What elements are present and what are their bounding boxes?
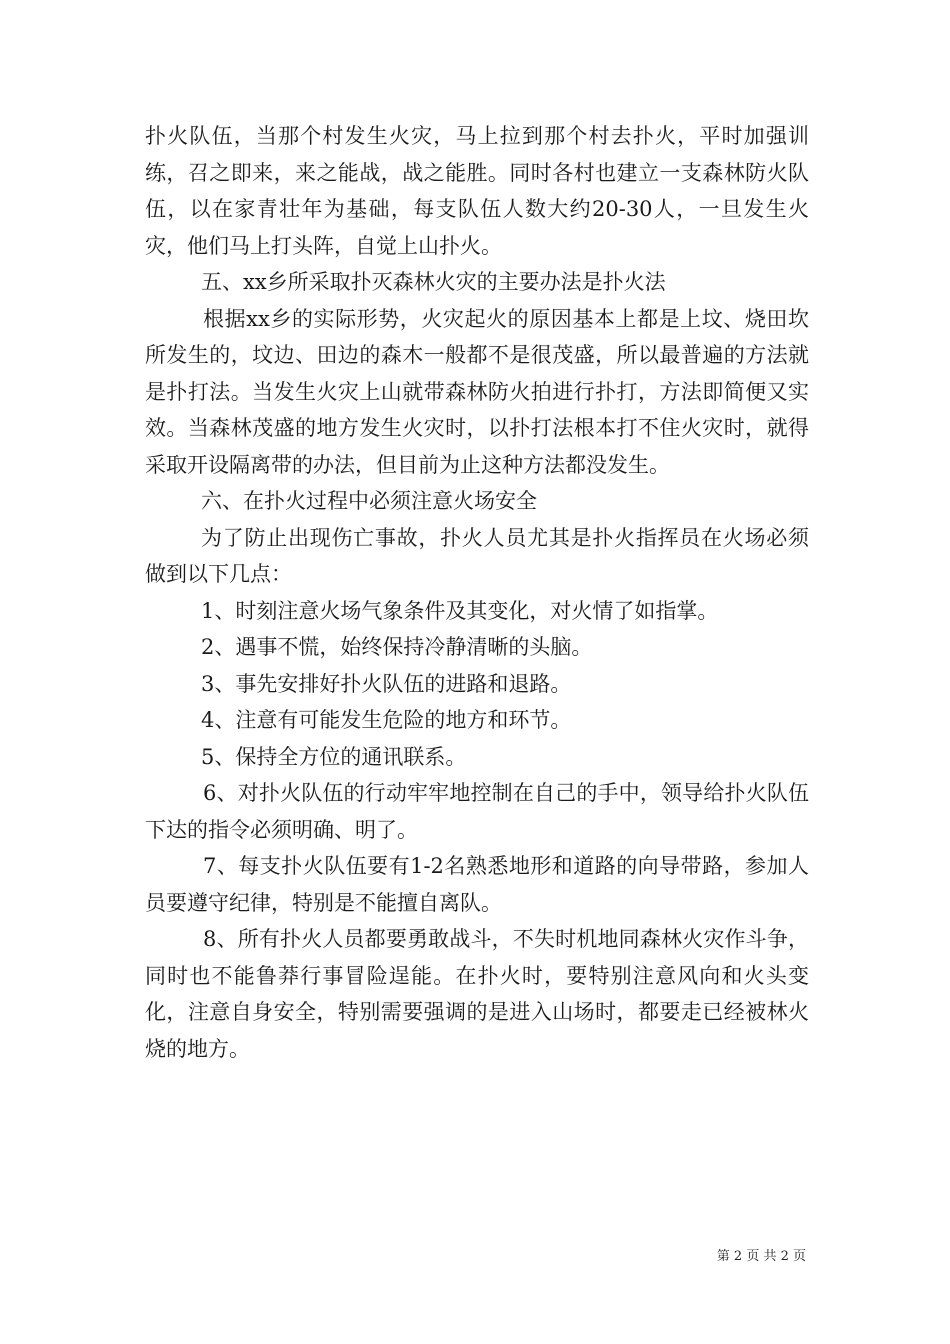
list-item-5: 5、保持全方位的通讯联系。 bbox=[201, 744, 467, 769]
list-item-4: 4、注意有可能发生危险的地方和环节。 bbox=[201, 708, 572, 732]
list-item-3: 3、事先安排好扑火队伍的进路和退路。 bbox=[201, 671, 572, 696]
list-item-7: 7、每支扑火队伍要有1-2名熟悉地形和道路的向导带路，参加人员要遵守纪律，特别是不能擅自离队。 bbox=[145, 854, 809, 915]
paragraph-continuation: 扑火队伍，当那个村发生火灾，马上拉到那个村去扑火，平时加强训练，召之即来，来之能战，战之能胜。同时各村也建立一支森林防火队伍，以在家青壮年为基础，每支队伍人数大约20-30人，一旦发生火灾，他们马上打头阵，自觉上山扑火。 bbox=[145, 124, 809, 258]
page-number-footer: 第 2 页 共 2 页 bbox=[716, 1249, 806, 1264]
document-body bbox=[145, 118, 809, 1067]
paragraph-section-6: 为了防止出现伤亡事故，扑火人员尤其是扑火指挥员在火场必须做到以下几点： bbox=[145, 525, 809, 586]
list-item-2: 2、遇事不慌，始终保持冷静清晰的头脑。 bbox=[201, 635, 593, 659]
paragraph-section-5: 根据xx乡的实际形势，火灾起火的原因基本上都是上坟、烧田坎所发生的，坟边、田边的森木一般都不是很茂盛，所以最普遍的方法就是扑打法。当发生火灾上山就带森林防火拍进行扑打，方法即简便又实效。当森林茂盛的地方发生火灾时，以扑打法根本打不住火灾时，就得采取开设隔离带的办法，但目前为止这种方法都没发生。 bbox=[145, 306, 809, 477]
list-item-1: 1、时刻注意火场气象条件及其变化，对火情了如指掌。 bbox=[201, 598, 719, 623]
list-item-6: 6、对扑火队伍的行动牢牢地控制在自己的手中，领导给扑火队伍下达的指令必须明确、明了。 bbox=[145, 781, 809, 842]
list-item-8: 8、所有扑火人员都要勇敢战斗，不失时机地同森林火灾作斗争，同时也不能鲁莽行事冒险逞能。在扑火时，要特别注意风向和火头变化，注意自身安全，特别需要强调的是进入山场时，都要走已经被林火烧的地方。 bbox=[145, 927, 809, 1061]
section-heading-5: 五、xx乡所采取扑灭森林火灾的主要办法是扑火法 bbox=[201, 270, 666, 294]
section-heading-6: 六、在扑火过程中必须注意火场安全 bbox=[201, 489, 537, 513]
